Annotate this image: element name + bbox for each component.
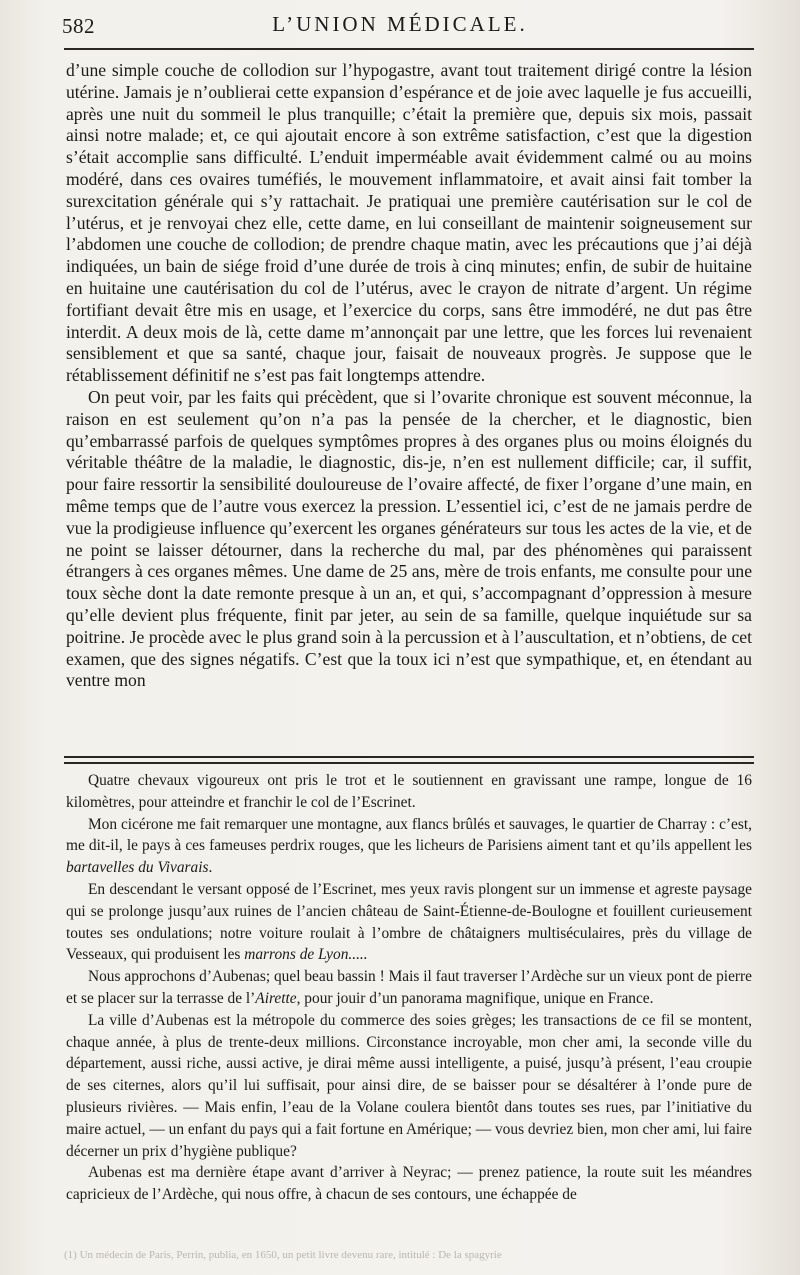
feuilleton-paragraph-3 xyxy=(66,879,752,966)
feuilleton-paragraph-4 xyxy=(66,966,752,1010)
feuilleton-paragraph-2-italic: bartavelles du Vivarais xyxy=(66,859,209,877)
feuilleton-separator-rule xyxy=(64,756,754,758)
feuilleton-paragraph-4-end: , pour jouir d’un panorama magnifique, unique en France. xyxy=(296,989,654,1007)
feuilleton-separator-rule-2 xyxy=(64,762,754,764)
main-article xyxy=(66,60,752,692)
bleed-through-footnote: (1) Un médecin de Paris, Perrin, publia, en 1650, un petit livre devenu rare, intitulé : De la spagyrie xyxy=(64,1249,502,1261)
header-rule xyxy=(64,48,754,50)
feuilleton-paragraph-2 xyxy=(66,814,752,879)
feuilleton-paragraph-3-text: En descendant le versant opposé de l’Escrinet, mes yeux ravis plongent sur un immense et agreste paysage qui se prolonge jusqu’aux ruines de l’ancien château de Saint-Étienne-de-Boulogne et fouillent curieusement toutes ses ondulations; notre voiture roulait à l’ombre de châtaigners multiséculaires, près du village de Vesseaux, qui produisent les xyxy=(66,880,752,964)
feuilleton-paragraph-3-italic: marrons de Lyon..... xyxy=(244,946,368,964)
feuilleton-section xyxy=(66,770,752,1206)
feuilleton-paragraph-2-end: . xyxy=(208,859,213,877)
page-number: 582 xyxy=(62,14,95,38)
feuilleton-paragraph-4-italic: Airette xyxy=(255,989,297,1007)
article-paragraph-1: d’une simple couche de collodion sur l’hypogastre, avant tout traitement dirigé contre la lésion utérine. Jamais je n’oublierai cette expansion d’espérance et de joie avec laquelle je fus accueilli, après une nuit du sommeil le plus tranquille; c’était la première que, depuis six mois, passait ainsi notre malade; et, ce qui ajoutait encore à son extrême satisfaction, c’est que la digestion s’était accomplie sans difficulté. L’enduit imperméable avait évidemment calmé ou au moins modéré, dans ces ovaires tuméfiés, le mouvement inflammatoire, et avait ainsi fait tomber la surexcitation générale qui s’y rattachait. Je pratiquai une première cautérisation sur le col de l’utérus, et je renvoyai chez elle, cette dame, en lui conseillant de maintenir soigneusement sur l’abdomen une couche de collodion; de prendre chaque matin, avec les précautions que j’ai déjà indiquées, un bain de siége froid d’une durée de trois à cinq minutes; enfin, de subir de huitaine en huitaine une cautérisation du col de l’utérus, avec le crayon de nitrate d’argent. Un régime fortifiant devait être mis en usage, et l’exercice du corps, sans être immodéré, ne dut pas être interdit. A deux mois de là, cette dame m’annonçait par une lettre, que les forces lui revenaient sensiblement et que sa santé, chaque jour, faisait de nouveaux progrès. Je suppose que le rétablissement définitif ne s’est pas fait longtemps attendre. xyxy=(66,60,752,386)
page-header xyxy=(0,0,800,60)
feuilleton-paragraph-2-text: Mon cicérone me fait remarquer une montagne, aux flancs brûlés et sauvages, le quartier de Charray : c’est, me dit-il, le pays à ces fameuses perdrix rouges, que les licheurs de Parisiens aiment tant et qu’ils appellent les xyxy=(66,815,752,855)
feuilleton-paragraph-5: La ville d’Aubenas est la métropole du commerce des soies grèges; les transactions de ce fil se montent, chaque année, à plus de trente-deux millions. Circonstance incroyable, mon cher ami, la seconde ville du département, aussi riche, aussi active, je dirai même aussi intelligente, a puisé, jusqu’à présent, l’eau croupie de ses citernes, alors qu’il lui suffisait, pour ainsi dire, de se baisser pour se désaltérer à l’onde pure de plusieurs rivières. — Mais enfin, l’eau de la Volane coulera bientôt dans toutes ses rues, par l’initiative du maire actuel, — un enfant du pays qui a fait fortune en Amérique; — vous devriez bien, mon cher ami, lui faire décerner un prix d’hygiène publique? xyxy=(66,1011,752,1160)
feuilleton-paragraph-4-text: Nous approchons d’Aubenas; quel beau bassin ! Mais il faut traverser l’Ardèche sur un vieux pont de pierre et se placer sur la terrasse de l’ xyxy=(66,968,752,1007)
feuilleton-paragraph-1: Quatre chevaux vigoureux ont pris le trot et le soutiennent en gravissant une rampe, longue de 16 kilomètres, pour atteindre et franchir le col de l’Escrinet. xyxy=(66,772,752,811)
journal-title: L’UNION MÉDICALE. xyxy=(272,12,528,36)
feuilleton-paragraph-6: Aubenas est ma dernière étape avant d’arriver à Neyrac; — prenez patience, la route suit les méandres capricieux de l’Ardèche, qui nous offre, à chacun de ses contours, une échappée de xyxy=(66,1164,752,1204)
article-paragraph-2: On peut voir, par les faits qui précèdent, que si l’ovarite chronique est souvent méconnue, la raison en est seulement qu’on n’a pas la pensée de la chercher, et le diagnostic, bien qu’embarrassé parfois de quelques symptômes propres à des organes plus ou moins éloignés du véritable théâtre de la maladie, le diagnostic, dis-je, n’en est nullement difficile; car, il suffit, pour faire ressortir la sensibilité douloureuse de l’ovaire affecté, de fixer l’organe d’une main, en même temps que de l’autre vous exercez la pression. L’essentiel ici, c’est de ne jamais perdre de vue la prodigieuse influence qu’exercent les organes générateurs sur tous les actes de la vie, et de ne point se laisser détourner, dans la recherche du mal, par des phénomènes qui paraissent étrangers à ces organes mêmes. Une dame de 25 ans, mère de trois enfants, me consulte pour une toux sèche dont la date remonte presque à un an, et qui, s’accompagnant d’oppression à mesure qu’elle devient plus fréquente, finit par jeter, au sein de sa famille, quelque inquiétude sur sa poitrine. Je procède avec le plus grand soin à la percussion et à l’auscultation, et n’obtiens, de cet examen, que des signes négatifs. C’est que la toux ici n’est que sympathique, et, en étendant au ventre mon xyxy=(66,386,752,691)
